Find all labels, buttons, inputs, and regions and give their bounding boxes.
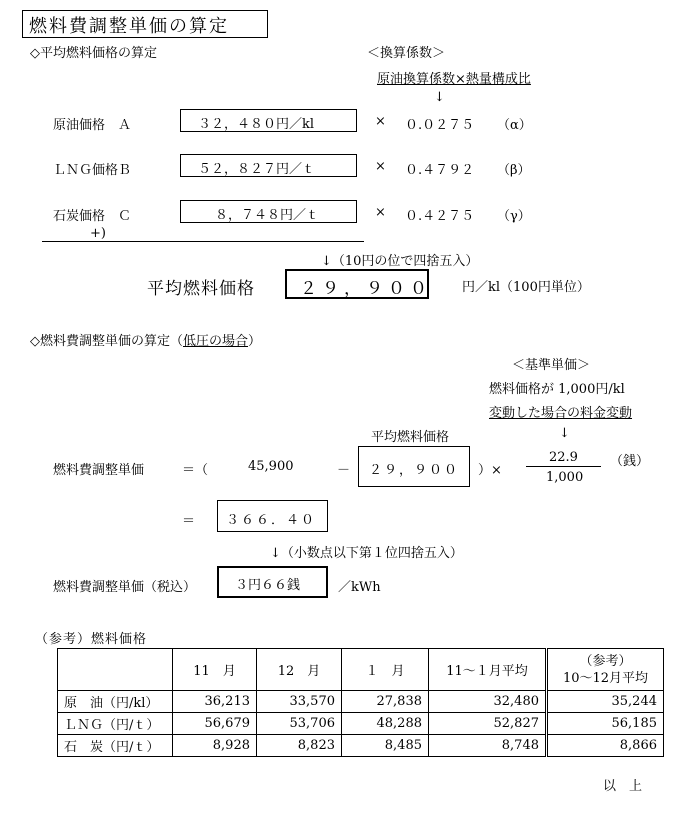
table-header-ref-bottom: 10～12月平均 (562, 670, 649, 686)
table-cell: 32,480 (429, 691, 547, 713)
avg-price-value: ２９，９００ (300, 279, 432, 299)
table-header-dec: 12 月 (257, 649, 342, 691)
base-unit-label: ＜基準単価＞ (512, 358, 591, 373)
sen-unit: （銭） (610, 454, 650, 469)
crude-greek: （α） (497, 118, 532, 133)
base-down-arrow: ↓ (559, 426, 570, 441)
lng-times: × (375, 159, 386, 174)
equals-2: ＝ (182, 514, 196, 529)
base-unit-line1: 燃料価格が 1,000円/kl (489, 382, 625, 397)
round-note-2: ↓（小数点以下第１位四捨五入） (270, 546, 463, 561)
coal-price: ８，７４８円／ｔ (215, 208, 320, 223)
down-arrow: ↓ (434, 90, 445, 105)
lng-coef: ０.４７９２ (405, 163, 475, 178)
table-cell: 8,866 (547, 735, 664, 757)
avg-price-caption: 平均燃料価格 (371, 430, 450, 445)
table-row-label: ＬＮＧ（円/ｔ） (58, 713, 173, 735)
formula-label: 燃料費調整単価 (53, 463, 145, 478)
section1-heading: ◇平均燃料価格の算定 (30, 46, 157, 61)
table-row (58, 735, 664, 757)
table-cell: 48,288 (342, 713, 429, 735)
equals-open: ＝（ (182, 463, 209, 478)
table-cell: 33,570 (257, 691, 342, 713)
table-cell: 8,748 (429, 735, 547, 757)
round-note-1: ↓（10円の位で四捨五入） (321, 254, 479, 269)
table-header-jan: １ 月 (342, 649, 429, 691)
coal-times: × (375, 205, 386, 220)
plus-sign: +) (90, 226, 106, 241)
table-header-row (58, 649, 664, 691)
crude-times: × (375, 114, 386, 129)
table-cell: 8,485 (342, 735, 429, 757)
table-header-avg: 11～１月平均 (429, 649, 547, 691)
table-header-nov: 11 月 (173, 649, 257, 691)
table-row (58, 691, 664, 713)
crude-label: 原油価格 Ａ (53, 118, 132, 133)
lng-greek: （β） (497, 163, 531, 178)
table-row-label: 原 油（円/kl） (58, 691, 173, 713)
taxed-unit: ／kWh (338, 580, 381, 595)
table-cell: 8,928 (173, 735, 257, 757)
table-header-ref-top: （参考） (579, 653, 632, 669)
taxed-label: 燃料費調整単価（税込） (53, 580, 197, 595)
fraction-numerator: 22.9 (549, 450, 578, 465)
conversion-factor-desc: 原油換算係数×熱量構成比 (377, 72, 531, 87)
avg-price-label: 平均燃料価格 (147, 279, 255, 299)
table-cell: 53,706 (257, 713, 342, 735)
table-row-label: 石 炭（円/ｔ） (58, 735, 173, 757)
minus-sign: － (337, 463, 351, 478)
section2-heading (30, 330, 261, 349)
section2-heading-end: ） (248, 334, 262, 349)
sum-line (42, 241, 364, 242)
table-row (58, 713, 664, 735)
fraction-bar (526, 466, 601, 467)
base-unit-line2: 変動した場合の料金変動 (489, 406, 633, 421)
crude-coef: ０.０２７５ (405, 118, 475, 133)
taxed-value: ３円６６銭 (235, 578, 301, 593)
table-cell: 27,838 (342, 691, 429, 713)
fraction-denominator: 1,000 (546, 470, 584, 485)
coal-coef: ０.４２７５ (405, 209, 475, 224)
lng-label: ＬＮＧ価格Ｂ (53, 163, 132, 178)
table-cell: 52,827 (429, 713, 547, 735)
result-value: ３６６．４０ (226, 513, 317, 528)
table-header-ref (547, 649, 664, 691)
footer-end-mark: 以 上 (603, 779, 643, 794)
crude-price: ３２，４８０円／kl (198, 117, 315, 132)
base-price: 45,900 (248, 459, 294, 474)
avg-price-unit: 円／kl（100円単位） (462, 280, 590, 295)
table-header-blank (58, 649, 173, 691)
table-cell: 36,213 (173, 691, 257, 713)
close-times: ）× (478, 463, 502, 478)
coal-label: 石炭価格 Ｃ (53, 209, 132, 224)
coal-greek: （γ） (497, 209, 531, 224)
lng-price: ５２，８２７円／ｔ (198, 162, 316, 177)
table-cell: 56,679 (173, 713, 257, 735)
reference-caption: （参考）燃料価格 (35, 632, 148, 647)
table-cell: 8,823 (257, 735, 342, 757)
page-title: 燃料費調整単価の算定 (29, 16, 229, 37)
section2-heading-text: ◇燃料費調整単価の算定（ (30, 334, 183, 349)
table-cell: 35,244 (547, 691, 664, 713)
formula-avg-value: ２９，９００ (369, 463, 460, 478)
conversion-factor-label: ＜換算係数＞ (367, 46, 446, 61)
reference-table (57, 648, 664, 757)
table-cell: 56,185 (547, 713, 664, 735)
section2-heading-underlined: 低圧の場合 (183, 334, 249, 349)
